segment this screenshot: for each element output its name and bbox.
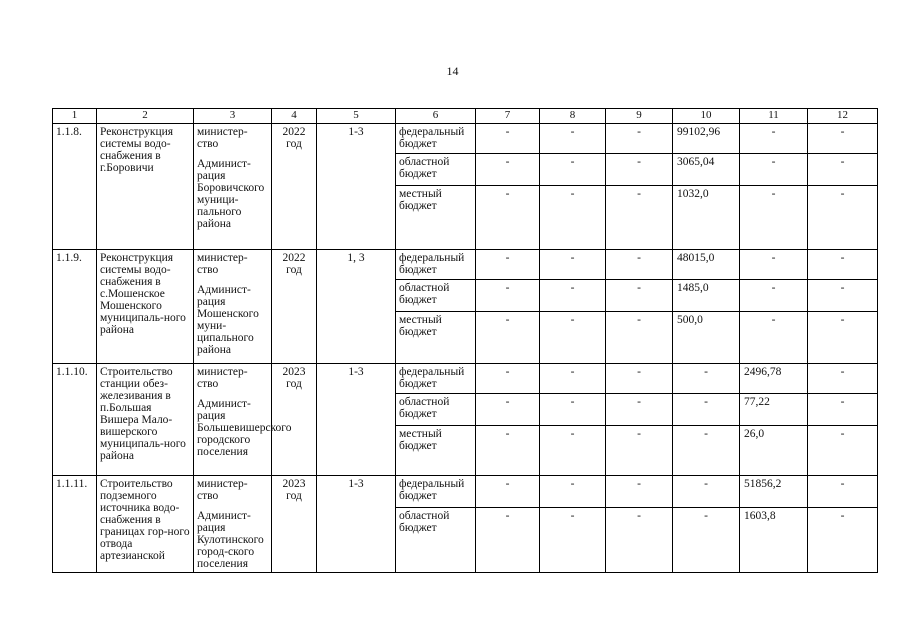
executor-gap [197, 276, 268, 284]
value-cell: - [540, 426, 606, 476]
program-table [52, 108, 878, 573]
value-cell: - [673, 394, 740, 426]
value-cell: 3065,04 [673, 154, 740, 186]
value-cell: - [476, 394, 540, 426]
table-row [53, 364, 878, 394]
value-cell: - [606, 476, 673, 508]
value-cell: - [476, 250, 540, 280]
funding-source: областной бюджет [396, 280, 476, 312]
value-cell: - [476, 124, 540, 154]
funding-source: местный бюджет [396, 186, 476, 250]
executor-gap [197, 502, 268, 510]
header-cell: 4 [272, 109, 317, 124]
value-cell: - [808, 476, 878, 508]
value-cell: - [740, 250, 808, 280]
header-cell: 2 [97, 109, 194, 124]
executor-line: Админист-рация Мошенского муни-ципального района [197, 284, 259, 356]
year-cell: 2023 год [272, 476, 317, 573]
executor-gap [197, 390, 268, 398]
value-cell: - [540, 124, 606, 154]
header-cell: 3 [194, 109, 272, 124]
item-name: Строительство станции обез-железивания в п.Большая Вишера Мало-вишерского муниципаль-ного района [97, 364, 194, 476]
value-cell: - [606, 186, 673, 250]
value-cell: - [740, 280, 808, 312]
value-cell: - [740, 186, 808, 250]
funding-source: федеральный бюджет [396, 476, 476, 508]
executor-cell [194, 364, 292, 476]
header-cell: 5 [317, 109, 396, 124]
targets-cell: 1-3 [317, 124, 396, 250]
value-cell: - [808, 394, 878, 426]
value-cell: - [606, 312, 673, 364]
header-cell: 7 [476, 109, 540, 124]
targets-cell: 1-3 [317, 364, 396, 476]
value-cell: - [808, 124, 878, 154]
executor-line: Админист-рация Боровичского муници-пального района [197, 158, 265, 230]
year-cell: 2022 год [272, 250, 317, 364]
value-cell: - [540, 186, 606, 250]
value-cell: - [540, 394, 606, 426]
value-cell: - [540, 250, 606, 280]
value-cell: - [540, 476, 606, 508]
value-cell: - [606, 280, 673, 312]
value-cell: 1032,0 [673, 186, 740, 250]
header-cell: 1 [53, 109, 97, 124]
header-cell: 10 [673, 109, 740, 124]
header-cell: 12 [808, 109, 878, 124]
executor-line: министер-ство [197, 126, 248, 150]
executor-line: министер-ство [197, 478, 248, 502]
value-cell: 1603,8 [740, 508, 808, 573]
funding-source: федеральный бюджет [396, 250, 476, 280]
executor-line: министер-ство [197, 366, 248, 390]
table-row [53, 250, 878, 280]
table-viewport [52, 108, 847, 576]
value-cell: - [606, 154, 673, 186]
executor-cell [194, 124, 272, 250]
value-cell: - [606, 364, 673, 394]
executor-line: Админист-рация Большевишерского городского поселения [197, 398, 292, 458]
value-cell: - [673, 364, 740, 394]
value-cell: - [673, 476, 740, 508]
value-cell: - [606, 426, 673, 476]
item-number: 1.1.11. [53, 476, 97, 573]
header-cell: 9 [606, 109, 673, 124]
year-cell: 2023 год [272, 364, 317, 476]
value-cell: - [740, 154, 808, 186]
value-cell: - [540, 364, 606, 394]
value-cell: 500,0 [673, 312, 740, 364]
funding-source: федеральный бюджет [396, 364, 476, 394]
item-name: Реконструкция системы водо-снабжения в г.Боровичи [97, 124, 194, 250]
funding-source: областной бюджет [396, 394, 476, 426]
value-cell: - [606, 394, 673, 426]
executor-line: министер-ство [197, 252, 248, 276]
targets-cell: 1-3 [317, 476, 396, 573]
value-cell: - [476, 154, 540, 186]
page-number: 14 [446, 64, 459, 78]
header-cell: 8 [540, 109, 606, 124]
value-cell: 51856,2 [740, 476, 808, 508]
header-row [53, 109, 878, 124]
value-cell: - [476, 312, 540, 364]
item-name: Реконструкция системы водо-снабжения в с.Мошенское Мошенского муниципаль-ного района [97, 250, 194, 364]
value-cell: - [673, 426, 740, 476]
value-cell: - [808, 312, 878, 364]
value-cell: - [540, 508, 606, 573]
table-row [53, 124, 878, 154]
item-number: 1.1.9. [53, 250, 97, 364]
executor-gap [197, 150, 268, 158]
value-cell: 99102,96 [673, 124, 740, 154]
item-name: Строительство подземного источника водо-снабжения в границах гор-ного отвода артезианской [97, 476, 194, 573]
value-cell: - [476, 508, 540, 573]
executor-cell [194, 250, 272, 364]
value-cell: - [808, 280, 878, 312]
value-cell: - [808, 250, 878, 280]
value-cell: - [673, 508, 740, 573]
value-cell: - [808, 154, 878, 186]
value-cell: - [476, 476, 540, 508]
value-cell: 48015,0 [673, 250, 740, 280]
value-cell: - [476, 364, 540, 394]
value-cell: - [808, 364, 878, 394]
value-cell: - [476, 426, 540, 476]
funding-source: областной бюджет [396, 508, 476, 573]
value-cell: - [540, 280, 606, 312]
value-cell: - [740, 124, 808, 154]
value-cell: - [606, 508, 673, 573]
executor-cell [194, 476, 272, 573]
item-number: 1.1.8. [53, 124, 97, 250]
funding-source: федеральный бюджет [396, 124, 476, 154]
value-cell: 77,22 [740, 394, 808, 426]
targets-cell: 1, 3 [317, 250, 396, 364]
value-cell: - [476, 186, 540, 250]
value-cell: - [808, 508, 878, 573]
header-cell: 11 [740, 109, 808, 124]
value-cell: - [540, 312, 606, 364]
value-cell: 26,0 [740, 426, 808, 476]
funding-source: областной бюджет [396, 154, 476, 186]
table-row [53, 476, 878, 508]
value-cell: - [606, 250, 673, 280]
value-cell: - [808, 186, 878, 250]
header-cell: 6 [396, 109, 476, 124]
funding-source: местный бюджет [396, 312, 476, 364]
value-cell: 2496,78 [740, 364, 808, 394]
value-cell: - [808, 426, 878, 476]
year-cell: 2022 год [272, 124, 317, 250]
value-cell: - [540, 154, 606, 186]
item-number: 1.1.10. [53, 364, 97, 476]
value-cell: - [606, 124, 673, 154]
value-cell: - [740, 312, 808, 364]
funding-source: местный бюджет [396, 426, 476, 476]
value-cell: - [476, 280, 540, 312]
value-cell: 1485,0 [673, 280, 740, 312]
executor-line: Админист-рация Кулотинского город-ского поселения [197, 510, 264, 570]
